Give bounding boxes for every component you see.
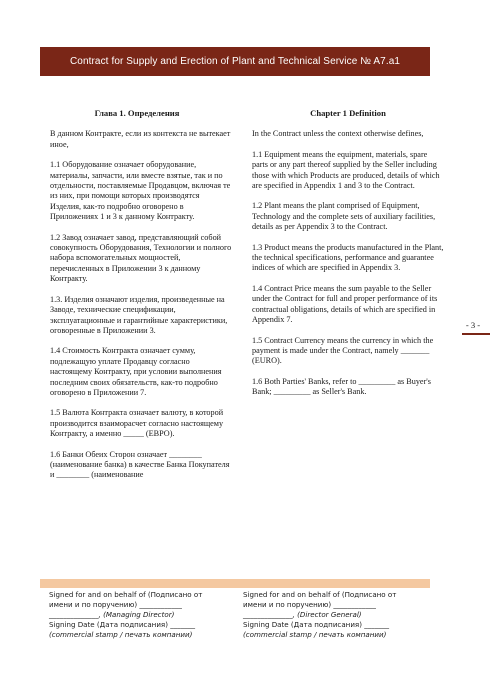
signatory-title: ______________, (Managing Director)	[49, 610, 175, 619]
ru-paragraph-1-6: 1.6 Банки Обеих Сторон означает ________ (наименование банка) в качестве Банка Покупателя и ________ (наименование	[50, 449, 230, 480]
en-paragraph-1-1: 1.1 Equipment means the equipment, materials, spare parts or any part thereof supplied by the Seller including those with which Products are produced, details of which are specified in Appendix 1 and 3 to the Contract.	[252, 149, 440, 191]
en-paragraph-1-6: 1.6 Both Parties' Banks, refer to _________ as Buyer's Bank; _________ as Seller's Bank.	[252, 376, 431, 397]
page-number-underline	[462, 333, 490, 335]
russian-chapter-title: Глава 1. Определения	[94, 108, 180, 118]
seller-signature-block	[243, 590, 443, 640]
signature-line: Signed for and on behalf of (Подписано от	[243, 590, 397, 599]
ru-paragraph-1-4: 1.4 Стоимость Контракта означает сумму, подлежащую уплате Продавцу согласно настоящему Контракту, при условии выполнения последним своих обязательств, как-то подробно оговорено в Приложении 7.	[50, 346, 222, 397]
en-paragraph-1-2: 1.2 Plant means the plant comprised of Equipment, Technology and the complete sets of auxiliary facilities, details as per Appendix 3 to the Contract.	[252, 201, 436, 232]
signing-date-line: Signing Date (Дата подписания) _______	[49, 620, 196, 629]
en-paragraph-intro: In the Contract unless the context otherwise defines,	[252, 129, 424, 139]
signature-line: имени и по поручению) ____________	[49, 600, 182, 609]
buyer-signature-block	[49, 590, 239, 640]
en-paragraph-1-3: 1.3 Product means the products manufactured in the Plant, the technical specifications, performance and guarantee indices of which are specified in Appendix 3.	[252, 242, 444, 273]
ru-paragraph-1-2: 1.2 Завод означает завод, представляющий собой совокупность Оборудования, Технологии и полного набора вспомогательных мощностей, перечисленных в Приложении 3 к данному Контракту.	[50, 232, 232, 284]
document-header-band	[40, 47, 430, 76]
ru-paragraph-1-3: 1.3. Изделия означают изделия, произведенные на Заводе, технические спецификации, эксплуатационные и гарантийные характеристики, оговоренные в Приложении 3.	[50, 294, 228, 335]
page-number: - 3 -	[465, 320, 481, 330]
en-paragraph-1-4: 1.4 Contract Price means the sum payable to the Seller under the Contract for full and proper performance of its contractual obligations, details of which are specified in Appendix 7.	[252, 283, 438, 325]
footer-accent-bar	[40, 579, 430, 588]
signatory-title: ______________, (Director General)	[243, 610, 362, 619]
ru-paragraph-intro: В данном Контракте, если из контекста не вытекает иное,	[50, 129, 231, 149]
english-column	[252, 108, 444, 408]
document-title: Contract for Supply and Erection of Plant and Technical Service № A7.a1	[69, 56, 401, 67]
stamp-line: (commercial stamp / печать компании)	[243, 630, 387, 639]
signature-line: имени и по поручению) ____________	[243, 600, 376, 609]
ru-paragraph-1-1: 1.1 Оборудование означает оборудование, материалы, запчасти, или вместе взятые, так и по отдельности, поставляемые Продавцом, включая те из них, при помощи которых производятся Изделия, как-то подробно оговорено в Приложениях 1 и 3 к данному Контракту.	[50, 160, 231, 222]
en-paragraph-1-5: 1.5 Contract Currency means the currency in which the payment is made under the Contract, namely _______ (EURO).	[252, 335, 434, 366]
signature-line: Signed for and on behalf of (Подписано от	[49, 590, 203, 599]
stamp-line: (commercial stamp / печать компании)	[49, 630, 193, 639]
english-chapter-title: Chapter 1 Definition	[310, 108, 386, 118]
russian-column	[50, 108, 232, 491]
signing-date-line: Signing Date (Дата подписания) _______	[243, 620, 390, 629]
ru-paragraph-1-5: 1.5 Валюта Контракта означает валюту, в которой производится взаиморасчет согласно настоящему Контракту, а именно _____ (ЕВРО).	[50, 408, 224, 439]
